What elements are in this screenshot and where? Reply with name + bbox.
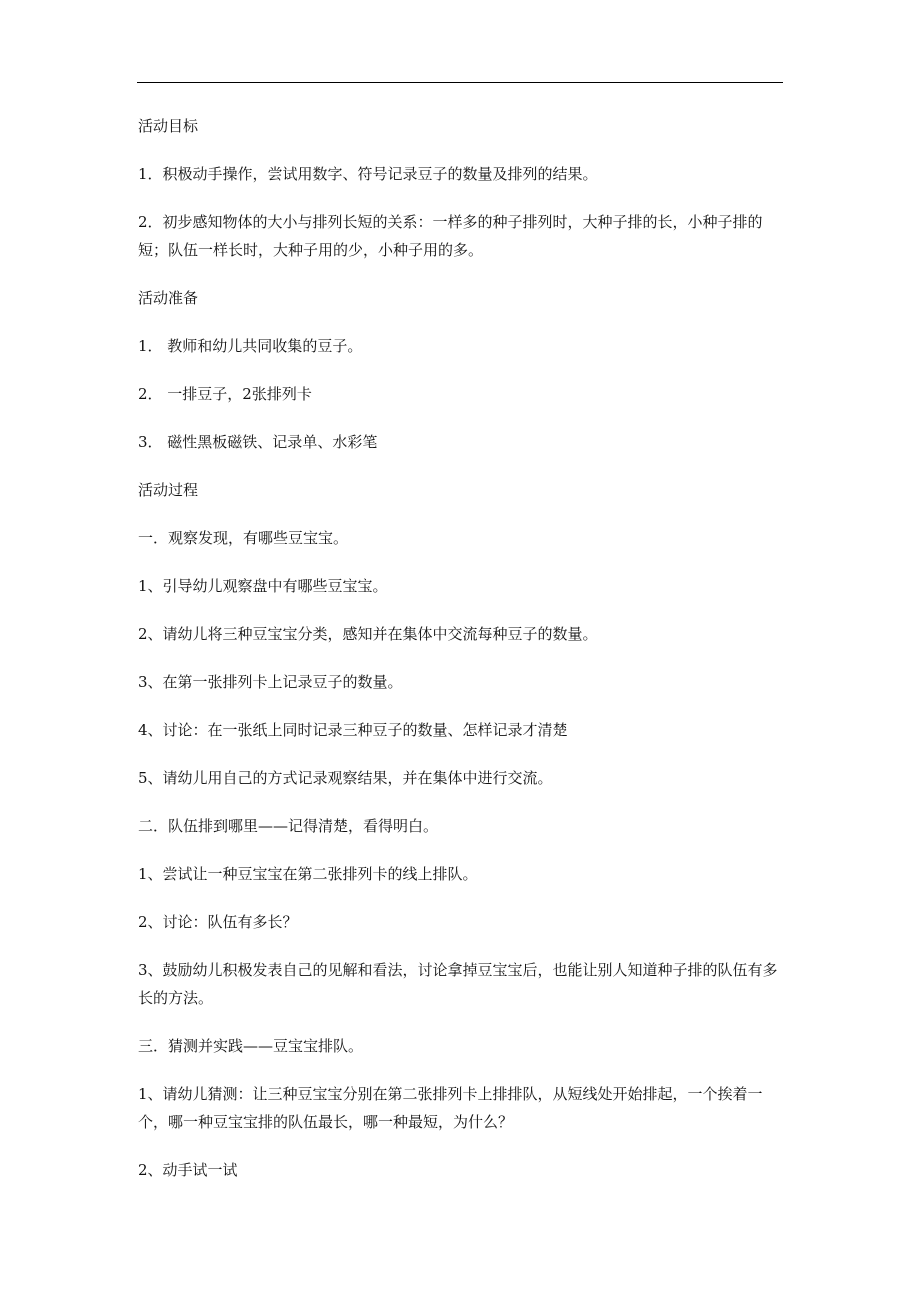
process-step-1-item-5: 5、请幼儿用自己的方式记录观察结果，并在集体中进行交流。 [138,769,553,787]
process-step-2-heading: 二．队伍排到哪里——记得清楚，看得明白。 [138,817,439,835]
section-heading-goals: 活动目标 [138,117,199,135]
section-heading-preparation: 活动准备 [138,289,199,307]
process-step-1-item-4: 4、讨论：在一张纸上同时记录三种豆子的数量、怎样记录才清楚 [138,721,568,739]
preparation-item-2: 2． 一排豆子，2张排列卡 [138,385,312,403]
process-step-2-item-1: 1、尝试让一种豆宝宝在第二张排列卡的线上排队。 [138,865,478,883]
process-step-1-item-2: 2、请幼儿将三种豆宝宝分类，感知并在集体中交流每种豆子的数量。 [138,625,598,643]
process-step-1-item-3: 3、在第一张排列卡上记录豆子的数量。 [138,673,403,691]
process-step-1-heading: 一．观察发现，有哪些豆宝宝。 [138,529,349,547]
goal-item-2: 2．初步感知物体的大小与排列长短的关系：一样多的种子排列时，大种子排的长，小种子排的短；队伍一样长时，大种子用的少，小种子用的多。 [138,213,763,259]
process-step-2-item-2: 2、讨论：队伍有多长？ [138,913,298,931]
document-body [138,112,784,1204]
preparation-item-1: 1． 教师和幼儿共同收集的豆子。 [138,337,363,355]
process-step-3-heading: 三．猜测并实践——豆宝宝排队。 [138,1037,364,1055]
goal-item-1: 1．积极动手操作，尝试用数字、符号记录豆子的数量及排列的结果。 [138,165,598,183]
header-rule [137,82,783,83]
preparation-item-3: 3． 磁性黑板磁铁、记录单、水彩笔 [138,433,378,451]
process-step-2-item-3: 3、鼓励幼儿积极发表自己的见解和看法，讨论拿掉豆宝宝后，也能让别人知道种子排的队伍有多长的方法。 [138,961,778,1007]
process-step-3-item-2: 2、动手试一试 [138,1161,238,1179]
process-step-1-item-1: 1、引导幼儿观察盘中有哪些豆宝宝。 [138,577,388,595]
section-heading-process: 活动过程 [138,481,199,499]
process-step-3-item-1: 1、请幼儿猜测：让三种豆宝宝分别在第二张排列卡上排排队，从短线处开始排起，一个挨着一个，哪一种豆宝宝排的队伍最长，哪一种最短，为什么？ [138,1085,763,1131]
